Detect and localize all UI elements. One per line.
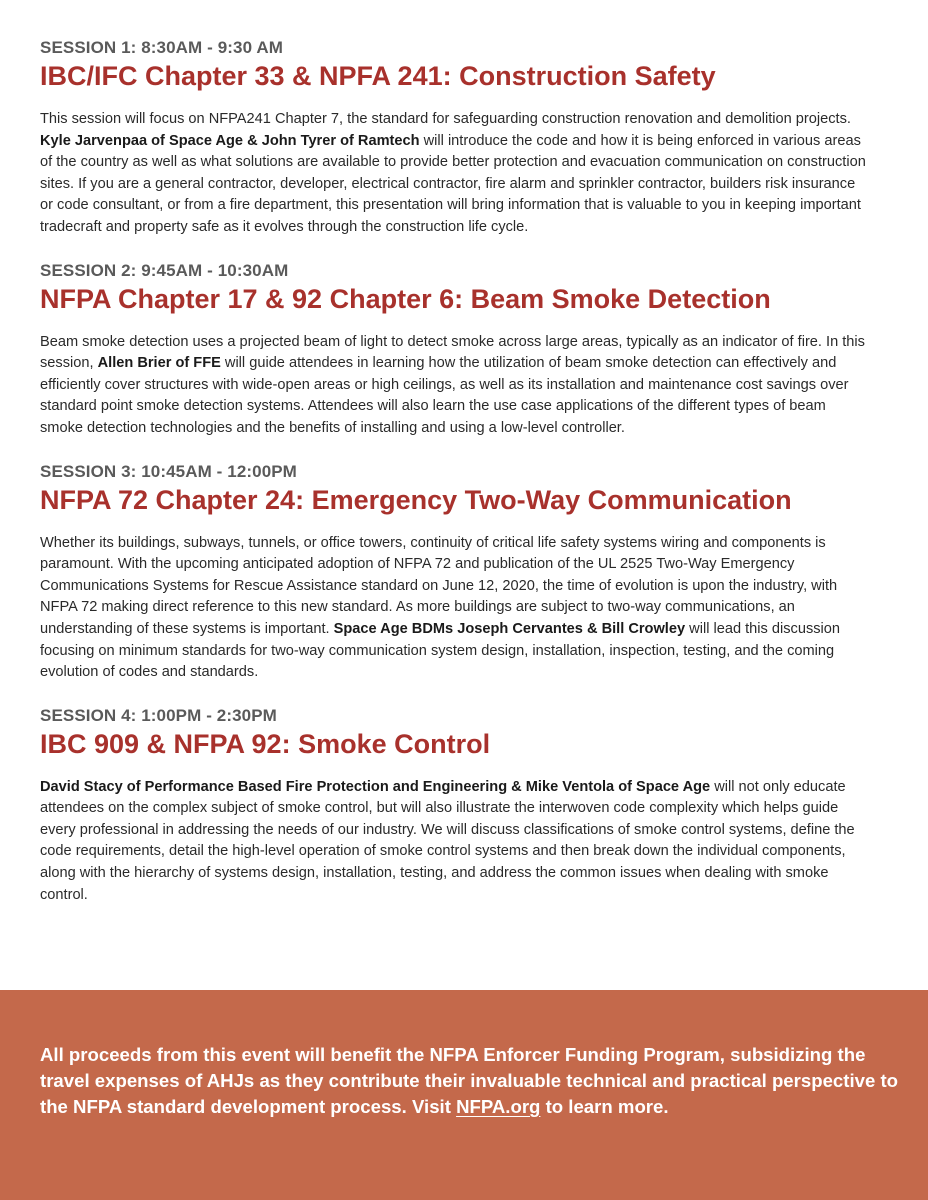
speaker-names: Space Age BDMs Joseph Cervantes & Bill Crowley: [333, 620, 686, 637]
speaker-names: David Stacy of Performance Based Fire Protection and Engineering & Mike Ventola of Space Age: [40, 778, 711, 795]
footer-banner: [0, 990, 928, 1200]
desc-text: Whether its buildings, subways, tunnels, or office towers, continuity of critical life safety systems wiring and components is paramount. With the upcoming anticipated adoption of NFPA 72 and publication of the UL 2525 Two-Way Emergency Communications Systems for Rescue Assistance standard on June 12, 2020, the time of evolution is upon the industry, with NFPA 72 making direct reference to this new standard. As more buildings are subject to two-way communications, an understanding of these systems is important.: [40, 534, 838, 637]
desc-text: This session will focus on NFPA241 Chapter 7, the standard for safeguarding construction renovation and demolition projects.: [40, 111, 851, 127]
session-title: NFPA 72 Chapter 24: Emergency Two-Way Communication: [40, 484, 792, 515]
speaker-names: Kyle Jarvenpaa of Space Age & John Tyrer of Ramtech: [40, 132, 420, 149]
desc-text: will not only educate attendees on the complex subject of smoke control, but will also illustrate the interwoven code complexity which helps guide every professional in addressing the needs of our industry. We will discuss classifications of smoke control systems, define the code requirements, detail the high-level operation of smoke control systems and then break down the individual components, along with the hierarchy of systems design, installation, testing, and address the common issues when dealing with smoke control.: [40, 778, 855, 903]
session-3: [40, 462, 870, 684]
session-time: SESSION 2: 9:45AM - 10:30AM: [40, 260, 289, 280]
session-time: SESSION 3: 10:45AM - 12:00PM: [40, 461, 297, 481]
desc-text: Beam smoke detection uses a projected beam of light to detect smoke across large areas, typically as an indicator of fire. In this session,: [40, 333, 865, 372]
session-description: [40, 109, 870, 239]
desc-text: will guide attendees in learning how the utilization of beam smoke detection can effectively and efficiently cover structures with wide-open areas or high ceilings, as well as its installation and maintenance cost savings over standard point smoke detection systems. Attendees will also learn the use case applications of the different types of beam smoke detection technologies and the benefits of installing and using a low-level controller.: [40, 355, 849, 436]
session-description: [40, 777, 870, 907]
desc-text: will introduce the code and how it is being enforced in various areas of the country as well as what solutions are available to provide better protection and evacuation communication on construction sites. If you are a general contractor, developer, electrical contractor, fire alarm and sprinkler contractor, builders risk insurance or code consultant, or from a fire department, this presentation will bring information that is valuable to you in keeping important tradecraft and property safe as it evolves through the construction life cycle.: [40, 132, 866, 235]
session-description: [40, 533, 870, 684]
session-description: [40, 332, 870, 440]
session-title: IBC/IFC Chapter 33 & NPFA 241: Construction Safety: [40, 61, 716, 91]
nfpa-link[interactable]: NFPA.org: [456, 1096, 541, 1117]
session-title: NFPA Chapter 17 & 92 Chapter 6: Beam Smoke Detection: [40, 283, 771, 314]
speaker-names: Allen Brier of FFE: [97, 355, 221, 372]
footer-text: [40, 1042, 900, 1120]
footer-text-after: to learn more.: [540, 1096, 669, 1117]
session-title: IBC 909 & NFPA 92: Smoke Control: [40, 728, 491, 759]
session-time: SESSION 4: 1:00PM - 2:30PM: [40, 705, 277, 725]
session-time: SESSION 1: 8:30AM - 9:30 AM: [40, 38, 283, 57]
session-4: [40, 706, 870, 907]
session-2: [40, 261, 870, 440]
footer-text-before: All proceeds from this event will benefit the NFPA Enforcer Funding Program, subsidizing the travel expenses of AHJs as they contribute their invaluable technical and practical perspective to the NFPA standard development process. Visit: [40, 1044, 899, 1117]
sessions-list: [40, 38, 870, 928]
desc-text: will lead this discussion focusing on minimum standards for two-way communication system design, installation, inspection, testing, and the coming evolution of codes and standards.: [40, 620, 841, 681]
session-1: [40, 38, 870, 239]
